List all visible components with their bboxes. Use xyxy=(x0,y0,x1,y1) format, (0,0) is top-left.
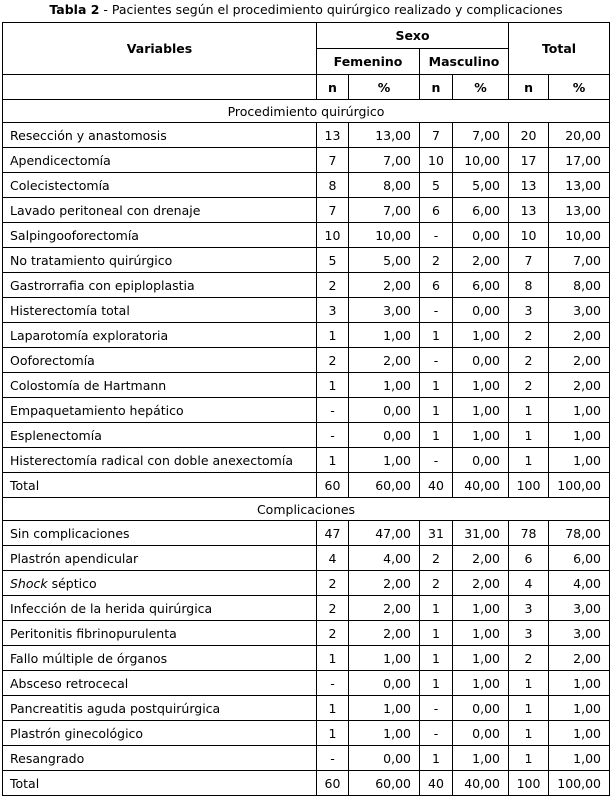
cell-male-pct: 2,00 xyxy=(453,546,509,571)
row-label-text: Peritonitis fibrinopurulenta xyxy=(10,625,177,641)
table-row xyxy=(3,721,610,746)
cell-male-pct: 1,00 xyxy=(453,671,509,696)
table-row xyxy=(3,398,610,423)
cell-male-n: 1 xyxy=(420,746,453,771)
table-row xyxy=(3,521,610,546)
table-row xyxy=(3,423,610,448)
row-label-text: Sin complicaciones xyxy=(10,525,130,541)
row-label xyxy=(3,273,317,298)
cell-total-n: 3 xyxy=(509,621,549,646)
header-total-n: n xyxy=(509,75,549,100)
cell-female-pct: 10,00 xyxy=(349,223,420,248)
table-caption xyxy=(0,2,612,18)
row-label xyxy=(3,746,317,771)
table-row xyxy=(3,198,610,223)
cell-total-n: 20 xyxy=(509,123,549,148)
cell-total-n: 1 xyxy=(509,398,549,423)
cell-total-n: 78 xyxy=(509,521,549,546)
cell-total-n: 17 xyxy=(509,148,549,173)
row-label xyxy=(3,248,317,273)
table-row xyxy=(3,596,610,621)
table-row xyxy=(3,348,610,373)
cell-total-n: 2 xyxy=(509,646,549,671)
cell-total-pct: 8,00 xyxy=(549,273,610,298)
cell-female-n: 1 xyxy=(317,721,349,746)
row-label-text: No tratamiento quirúrgico xyxy=(10,252,173,268)
row-label xyxy=(3,448,317,473)
cell-female-n: 2 xyxy=(317,273,349,298)
header-variables: Variables xyxy=(3,23,317,75)
table-row xyxy=(3,173,610,198)
cell-male-pct: 6,00 xyxy=(453,273,509,298)
cell-male-n: 1 xyxy=(420,423,453,448)
cell-total-pct: 3,00 xyxy=(549,596,610,621)
section-title: Procedimiento quirúrgico xyxy=(3,100,610,123)
caption-text: - Pacientes según el procedimiento quirúrgico realizado y complicaciones xyxy=(99,2,563,17)
row-label-text: Gastrorrafia con epiploplastia xyxy=(10,277,195,293)
row-label xyxy=(3,223,317,248)
row-label xyxy=(3,348,317,373)
row-label-text: Pancreatitis aguda postquirúrgica xyxy=(10,700,221,716)
cell-female-n: - xyxy=(317,671,349,696)
row-label-italic: Shock xyxy=(10,575,48,591)
cell-total-pct: 10,00 xyxy=(549,223,610,248)
row-label xyxy=(3,696,317,721)
cell-total-n: 13 xyxy=(509,173,549,198)
cell-total-n: 8 xyxy=(509,273,549,298)
cell-female-n: 7 xyxy=(317,148,349,173)
cell-female-pct: 60,00 xyxy=(349,771,420,796)
cell-total-pct: 2,00 xyxy=(549,646,610,671)
cell-female-n: 1 xyxy=(317,646,349,671)
cell-male-n: 1 xyxy=(420,646,453,671)
data-table xyxy=(2,22,610,796)
row-label-text: Fallo múltiple de órganos xyxy=(10,650,168,666)
cell-total-n: 1 xyxy=(509,696,549,721)
cell-total-pct: 1,00 xyxy=(549,721,610,746)
row-label-text: Apendicectomía xyxy=(10,152,111,168)
cell-male-n: 7 xyxy=(420,123,453,148)
cell-total-n: 2 xyxy=(509,323,549,348)
row-label-text: Laparotomía exploratoria xyxy=(10,327,169,343)
cell-female-n: - xyxy=(317,423,349,448)
cell-total-n: 10 xyxy=(509,223,549,248)
cell-female-pct: 0,00 xyxy=(349,671,420,696)
cell-male-pct: 6,00 xyxy=(453,198,509,223)
row-label-text: Ooforectomía xyxy=(10,352,95,368)
header-masculino: Masculino xyxy=(420,49,509,75)
cell-total-n: 3 xyxy=(509,596,549,621)
cell-female-pct: 1,00 xyxy=(349,721,420,746)
row-label xyxy=(3,646,317,671)
cell-female-pct: 1,00 xyxy=(349,696,420,721)
cell-total-pct: 13,00 xyxy=(549,198,610,223)
cell-male-n: - xyxy=(420,696,453,721)
cell-total-pct: 7,00 xyxy=(549,248,610,273)
cell-total-n: 100 xyxy=(509,473,549,498)
header-sexo: Sexo xyxy=(317,23,509,49)
table-row xyxy=(3,298,610,323)
cell-male-n: 10 xyxy=(420,148,453,173)
caption-label: Tabla 2 xyxy=(49,2,100,17)
cell-female-pct: 60,00 xyxy=(349,473,420,498)
cell-male-n: 6 xyxy=(420,273,453,298)
cell-male-n: - xyxy=(420,298,453,323)
cell-female-n: 2 xyxy=(317,596,349,621)
cell-total-pct: 1,00 xyxy=(549,448,610,473)
header-masc-n: n xyxy=(420,75,453,100)
cell-female-n: 3 xyxy=(317,298,349,323)
cell-total-pct: 2,00 xyxy=(549,323,610,348)
table-row xyxy=(3,273,610,298)
row-label xyxy=(3,398,317,423)
row-label xyxy=(3,123,317,148)
table-row xyxy=(3,223,610,248)
cell-female-pct: 0,00 xyxy=(349,398,420,423)
header-fem-n: n xyxy=(317,75,349,100)
cell-male-n: 40 xyxy=(420,771,453,796)
row-label xyxy=(3,373,317,398)
cell-male-pct: 1,00 xyxy=(453,323,509,348)
cell-female-n: 2 xyxy=(317,621,349,646)
cell-female-pct: 8,00 xyxy=(349,173,420,198)
cell-total-pct: 13,00 xyxy=(549,173,610,198)
cell-total-n: 1 xyxy=(509,448,549,473)
row-label xyxy=(3,721,317,746)
cell-male-pct: 10,00 xyxy=(453,148,509,173)
cell-female-pct: 4,00 xyxy=(349,546,420,571)
cell-total-pct: 4,00 xyxy=(549,571,610,596)
cell-total-n: 1 xyxy=(509,671,549,696)
row-label-text: Resección y anastomosis xyxy=(10,127,167,143)
cell-female-pct: 2,00 xyxy=(349,348,420,373)
row-label-text: Histerectomía radical con doble anexectomía xyxy=(10,452,293,468)
cell-total-pct: 1,00 xyxy=(549,696,610,721)
cell-male-n: 1 xyxy=(420,621,453,646)
cell-male-pct: 1,00 xyxy=(453,646,509,671)
row-label xyxy=(3,621,317,646)
row-label-text: Plastrón apendicular xyxy=(10,550,139,566)
cell-female-pct: 2,00 xyxy=(349,596,420,621)
row-label xyxy=(3,298,317,323)
cell-female-pct: 7,00 xyxy=(349,198,420,223)
cell-male-pct: 0,00 xyxy=(453,298,509,323)
cell-total-n: 100 xyxy=(509,771,549,796)
cell-total-n: 1 xyxy=(509,423,549,448)
cell-total-pct: 100,00 xyxy=(549,473,610,498)
cell-female-pct: 0,00 xyxy=(349,746,420,771)
cell-male-pct: 1,00 xyxy=(453,746,509,771)
cell-female-n: 5 xyxy=(317,248,349,273)
cell-male-n: 2 xyxy=(420,546,453,571)
cell-female-pct: 2,00 xyxy=(349,571,420,596)
cell-total-n: 13 xyxy=(509,198,549,223)
cell-male-pct: 2,00 xyxy=(453,248,509,273)
cell-male-n: 2 xyxy=(420,571,453,596)
table-row xyxy=(3,696,610,721)
row-label xyxy=(3,473,317,498)
row-label-text: Total xyxy=(10,775,40,791)
row-label xyxy=(3,771,317,796)
cell-male-n: 1 xyxy=(420,323,453,348)
cell-male-pct: 0,00 xyxy=(453,448,509,473)
cell-male-pct: 1,00 xyxy=(453,398,509,423)
cell-male-n: 1 xyxy=(420,398,453,423)
cell-female-pct: 1,00 xyxy=(349,323,420,348)
cell-male-pct: 1,00 xyxy=(453,596,509,621)
row-label xyxy=(3,571,317,596)
cell-male-n: - xyxy=(420,448,453,473)
cell-total-pct: 1,00 xyxy=(549,398,610,423)
cell-female-n: 7 xyxy=(317,198,349,223)
cell-male-n: - xyxy=(420,721,453,746)
cell-total-pct: 1,00 xyxy=(549,746,610,771)
row-label xyxy=(3,198,317,223)
cell-total-pct: 78,00 xyxy=(549,521,610,546)
cell-male-pct: 7,00 xyxy=(453,123,509,148)
row-label-text: Lavado peritoneal con drenaje xyxy=(10,202,201,218)
table-row xyxy=(3,448,610,473)
row-label xyxy=(3,423,317,448)
cell-total-pct: 100,00 xyxy=(549,771,610,796)
cell-male-n: 2 xyxy=(420,248,453,273)
cell-total-pct: 20,00 xyxy=(549,123,610,148)
header-total-pct: % xyxy=(549,75,610,100)
row-label-text: Salpingooforectomía xyxy=(10,227,139,243)
row-label-text: Empaquetamiento hepático xyxy=(10,402,184,418)
cell-male-pct: 1,00 xyxy=(453,423,509,448)
cell-female-n: 1 xyxy=(317,323,349,348)
cell-total-n: 3 xyxy=(509,298,549,323)
row-label xyxy=(3,148,317,173)
header-fem-pct: % xyxy=(349,75,420,100)
cell-female-n: 1 xyxy=(317,448,349,473)
total-row xyxy=(3,771,610,796)
cell-total-n: 4 xyxy=(509,571,549,596)
cell-female-n: - xyxy=(317,746,349,771)
section-title: Complicaciones xyxy=(3,498,610,521)
table-row xyxy=(3,123,610,148)
cell-female-pct: 1,00 xyxy=(349,373,420,398)
table-row xyxy=(3,148,610,173)
row-label-text: Histerectomía total xyxy=(10,302,130,318)
cell-female-n: 47 xyxy=(317,521,349,546)
cell-total-n: 6 xyxy=(509,546,549,571)
cell-male-n: - xyxy=(420,223,453,248)
header-total: Total xyxy=(509,23,610,75)
cell-total-pct: 2,00 xyxy=(549,348,610,373)
cell-female-pct: 3,00 xyxy=(349,298,420,323)
table-row xyxy=(3,671,610,696)
cell-total-n: 1 xyxy=(509,746,549,771)
header-masc-pct: % xyxy=(453,75,509,100)
section-header-row xyxy=(3,498,610,521)
row-label-text: Absceso retrocecal xyxy=(10,675,129,691)
row-label xyxy=(3,323,317,348)
row-label-text: séptico xyxy=(47,575,97,591)
cell-male-pct: 0,00 xyxy=(453,348,509,373)
row-label-text: Colostomía de Hartmann xyxy=(10,377,167,393)
cell-male-pct: 1,00 xyxy=(453,621,509,646)
cell-male-n: 1 xyxy=(420,373,453,398)
cell-female-n: 8 xyxy=(317,173,349,198)
cell-female-n: 10 xyxy=(317,223,349,248)
cell-male-pct: 0,00 xyxy=(453,696,509,721)
cell-total-pct: 2,00 xyxy=(549,373,610,398)
cell-male-pct: 5,00 xyxy=(453,173,509,198)
cell-female-pct: 0,00 xyxy=(349,423,420,448)
header-blank xyxy=(3,75,317,100)
cell-female-n: 1 xyxy=(317,373,349,398)
cell-male-pct: 31,00 xyxy=(453,521,509,546)
header-femenino: Femenino xyxy=(317,49,420,75)
cell-female-n: 13 xyxy=(317,123,349,148)
cell-male-n: - xyxy=(420,348,453,373)
table-row xyxy=(3,323,610,348)
row-label xyxy=(3,671,317,696)
row-label xyxy=(3,546,317,571)
table-row xyxy=(3,546,610,571)
cell-total-pct: 3,00 xyxy=(549,621,610,646)
cell-total-pct: 17,00 xyxy=(549,148,610,173)
cell-total-n: 1 xyxy=(509,721,549,746)
section-header-row xyxy=(3,100,610,123)
row-label xyxy=(3,596,317,621)
cell-female-n: - xyxy=(317,398,349,423)
cell-female-n: 2 xyxy=(317,571,349,596)
table-row xyxy=(3,248,610,273)
cell-female-pct: 5,00 xyxy=(349,248,420,273)
cell-female-n: 4 xyxy=(317,546,349,571)
cell-female-pct: 1,00 xyxy=(349,448,420,473)
row-label-text: Infección de la herida quirúrgica xyxy=(10,600,213,616)
cell-female-n: 2 xyxy=(317,348,349,373)
row-label xyxy=(3,173,317,198)
row-label-text: Colecistectomía xyxy=(10,177,110,193)
table-body xyxy=(3,100,610,796)
cell-female-pct: 1,00 xyxy=(349,646,420,671)
table-row xyxy=(3,621,610,646)
row-label-text: Esplenectomía xyxy=(10,427,102,443)
cell-male-pct: 0,00 xyxy=(453,721,509,746)
cell-male-pct: 2,00 xyxy=(453,571,509,596)
table-row xyxy=(3,373,610,398)
cell-male-pct: 40,00 xyxy=(453,473,509,498)
cell-total-pct: 1,00 xyxy=(549,423,610,448)
cell-female-pct: 13,00 xyxy=(349,123,420,148)
cell-total-pct: 1,00 xyxy=(549,671,610,696)
total-row xyxy=(3,473,610,498)
row-label-text: Total xyxy=(10,477,40,493)
cell-male-pct: 1,00 xyxy=(453,373,509,398)
cell-male-n: 5 xyxy=(420,173,453,198)
cell-female-n: 1 xyxy=(317,696,349,721)
table-row xyxy=(3,746,610,771)
table-row xyxy=(3,571,610,596)
cell-total-pct: 6,00 xyxy=(549,546,610,571)
cell-male-n: 1 xyxy=(420,596,453,621)
cell-total-n: 2 xyxy=(509,348,549,373)
cell-total-pct: 3,00 xyxy=(549,298,610,323)
cell-female-pct: 2,00 xyxy=(349,621,420,646)
row-label-text: Plastrón ginecológico xyxy=(10,725,144,741)
cell-female-pct: 2,00 xyxy=(349,273,420,298)
cell-female-pct: 47,00 xyxy=(349,521,420,546)
cell-female-n: 60 xyxy=(317,473,349,498)
cell-total-n: 7 xyxy=(509,248,549,273)
cell-total-n: 2 xyxy=(509,373,549,398)
row-label-text: Resangrado xyxy=(10,750,85,766)
cell-male-pct: 40,00 xyxy=(453,771,509,796)
cell-female-pct: 7,00 xyxy=(349,148,420,173)
table-row xyxy=(3,646,610,671)
row-label xyxy=(3,521,317,546)
cell-female-n: 60 xyxy=(317,771,349,796)
cell-male-n: 6 xyxy=(420,198,453,223)
cell-male-n: 31 xyxy=(420,521,453,546)
cell-male-n: 1 xyxy=(420,671,453,696)
cell-male-pct: 0,00 xyxy=(453,223,509,248)
cell-male-n: 40 xyxy=(420,473,453,498)
